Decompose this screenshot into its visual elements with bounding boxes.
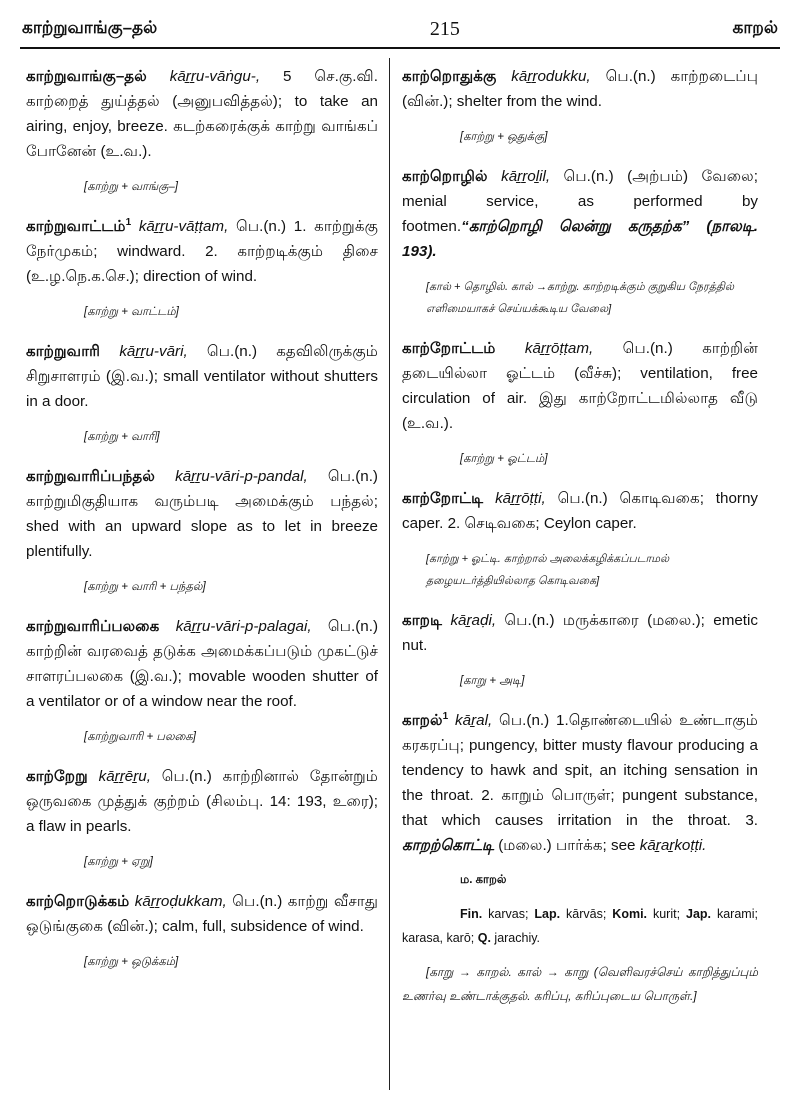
definition: பெ.(n.) மருக்காரை (மலை.); emetic nut. bbox=[402, 612, 758, 654]
homonym-number: 1 bbox=[125, 216, 132, 228]
page-header bbox=[22, 14, 778, 44]
etymology: [காற்று + ஓட்டம்] bbox=[460, 453, 548, 465]
headword: காற்றொடுக்கம் bbox=[26, 893, 130, 910]
homonym-number: 1 bbox=[442, 710, 449, 722]
transliteration: kāṟṟōṭṭi, bbox=[495, 490, 546, 507]
definition: பெ.(n.) 1.தொண்டையில் உண்டாகும் கரகரப்பு; pungency, bitter musty flavour producing a tendency to hawk and spit, an itching sensation in the throat. 2. காறும் பொருள்; pungent substance, that which causes irritation in the throat. 3. bbox=[402, 712, 758, 829]
headword: காற்றொழில் bbox=[402, 168, 488, 185]
dictionary-entry bbox=[26, 339, 378, 414]
headword: காற்றொதுக்கு bbox=[402, 68, 497, 85]
dictionary-entry bbox=[26, 464, 378, 564]
transliteration: kāṟṟu-vāri, bbox=[119, 343, 188, 360]
page-number: 215 bbox=[429, 17, 460, 40]
quotation-source: (நாலடி. 193). bbox=[402, 218, 758, 260]
left-column bbox=[26, 64, 378, 989]
transliteration: kāṟṟōṭṭam, bbox=[524, 340, 594, 357]
dictionary-entry bbox=[402, 708, 758, 858]
transliteration: kāṟṟoḻil, bbox=[501, 168, 551, 185]
dictionary-entry bbox=[26, 614, 378, 714]
cognate-lang: Komi. bbox=[612, 907, 648, 921]
etymology: [காற்று + வாட்டம்] bbox=[84, 306, 179, 318]
headword: காற்றுவாட்டம் bbox=[26, 218, 126, 235]
cognate-word: karami; karasa, karō; bbox=[402, 907, 758, 945]
headword: காற்றுவாரி bbox=[26, 343, 101, 360]
cognate-lang: Jap. bbox=[686, 907, 712, 921]
cognate-word: kurit; bbox=[647, 907, 687, 921]
definition: பெ.(n.) காற்றடைப்பு (வின்.); shelter from the wind. bbox=[402, 68, 758, 110]
definition: பெ.(n.) (அற்பம்) வேலை; menial service, as performed by footmen. bbox=[402, 168, 758, 235]
etymology: [காற்று + வாங்கு–] bbox=[84, 181, 178, 193]
dictionary-entry bbox=[26, 889, 378, 939]
transliteration: kāṟṟēṟu, bbox=[98, 768, 151, 785]
cognate-word: kārvās; bbox=[560, 907, 613, 921]
running-head-left: காற்றுவாங்கு–தல் bbox=[22, 18, 158, 37]
column-divider bbox=[389, 58, 390, 1090]
etymology: [காற்று + ஏறு] bbox=[84, 856, 153, 868]
cognate-lang: Fin. bbox=[460, 907, 483, 921]
transliteration: kāṟṟu-vāṭṭam, bbox=[138, 218, 229, 235]
definition: பெ.(n.) காற்றின் வரவைத் தடுக்க அமைக்கப்படும் முகட்டுச் சாளரப்பலகை (இ.வ.); movable wooden shutter of a ventilator or of a window near the roof. bbox=[26, 618, 378, 710]
cross-reference-tail: (மலை.) பார்க்க; see bbox=[493, 837, 640, 854]
etymology: [காற்று + ஒடுக்கம்] bbox=[84, 956, 179, 968]
cognates bbox=[402, 902, 758, 950]
transliteration: kāṟṟu-vāṅgu-, bbox=[169, 68, 261, 85]
transliteration: kāṟṟoḍukkam, bbox=[134, 893, 227, 910]
headword: காற்றோட்டம் bbox=[402, 340, 496, 357]
headword: காற்றுவாரிப்பலகை bbox=[26, 618, 160, 635]
headword: காற்றுவாரிப்பந்தல் bbox=[26, 468, 155, 485]
etymology: [காறு → காறல். கால் → காறு (வெளிவரச்செய் காறித்துப்பும் உணர்வு உண்டாக்குதல். கரிப்பு, கரிப்புடைய பொருள்.] bbox=[402, 965, 758, 1003]
etymology: [காற்று + வாரி + பந்தல்] bbox=[84, 581, 206, 593]
cognate-lang: Lap. bbox=[534, 907, 561, 921]
transliteration: kāṟaḍi, bbox=[450, 612, 497, 629]
dictionary-entry bbox=[402, 64, 758, 114]
etymology: [கால் + தொழில். கால் →காற்று. காற்றடிக்கும் குறுகிய நேரத்தில் எளிமையாகச் செய்யக்கூடிய வேலை] bbox=[426, 281, 735, 315]
transliteration: kāṟal, bbox=[455, 712, 493, 729]
definition: பெ.(n.) காற்றுமிகுதியாக வரும்படி அமைக்கும் பந்தல்; shed with an upward slope as to let in breeze plentifully. bbox=[26, 468, 378, 560]
etymology: [காற்றுவாரி + பலகை] bbox=[84, 731, 196, 743]
running-head-right: காறல் bbox=[732, 18, 778, 37]
definition: பெ.(n.) 1. காற்றுக்கு நேர்முகம்; windward. 2. காற்றடிக்கும் திசை (உ.ழ.நெ.க.செ.); direction of wind. bbox=[26, 218, 378, 285]
etymology: [காற்று + ஓட்டி. காற்றால் அலைக்கழிக்கப்படாமல் தழையடர்த்தியில்லாத கொடிவகை] bbox=[426, 553, 670, 587]
header-rule bbox=[20, 47, 780, 49]
dictionary-entry bbox=[402, 486, 758, 536]
dictionary-entry bbox=[26, 64, 378, 164]
dictionary-entry bbox=[402, 608, 758, 658]
definition: பெ.(n.) காற்றின் தடையில்லா ஓட்டம் (வீச்சு); ventilation, free circulation of air. இது காற்றோட்டமில்லாத வீடு (உ.வ.). bbox=[402, 340, 758, 432]
right-column bbox=[402, 64, 758, 1020]
dictionary-entry bbox=[402, 164, 758, 264]
headword: காற்றேறு bbox=[26, 768, 88, 785]
cognate-word: jarachiy. bbox=[490, 931, 541, 945]
etymology: [காற்று + வாரி] bbox=[84, 431, 160, 443]
headword: காறடி bbox=[402, 612, 443, 629]
definition: பெ.(n.) காற்றினால் தோன்றும் ஒருவகை முத்துக் குற்றம் (சிலம்பு. 14: 193, உரை); a flaw in pearls. bbox=[26, 768, 378, 835]
see-transliteration: kāṟaṟkoṭṭi. bbox=[639, 837, 707, 854]
dictionary-entry bbox=[26, 764, 378, 839]
definition: பெ.(n.) கதவிலிருக்கும் சிறுசாளரம் (இ.வ.); small ventilator without shutters in a door. bbox=[26, 343, 378, 410]
dictionary-entry bbox=[26, 214, 378, 289]
headword: காற்றுவாங்கு–தல் bbox=[26, 68, 147, 85]
cross-reference: காறற்கொட்டி bbox=[402, 837, 494, 854]
headword: காறல் bbox=[402, 712, 443, 729]
headword: காற்றோட்டி bbox=[402, 490, 484, 507]
definition: பெ.(n.) கொடிவகை; thorny caper. 2. செடிவகை; Ceylon caper. bbox=[402, 490, 758, 532]
transliteration: kāṟṟodukku, bbox=[511, 68, 591, 85]
definition: பெ.(n.) காற்று வீசாது ஒடுங்குகை (வின்.); calm, full, subsidence of wind. bbox=[26, 893, 378, 935]
etymology: [காறு + அடி] bbox=[460, 675, 525, 687]
cognate-lang: Q. bbox=[477, 931, 491, 945]
transliteration: kāṟṟu-vāri-p-palagai, bbox=[175, 618, 312, 635]
malayalam-cognate: ம. காறல் bbox=[460, 874, 507, 886]
etymology: [காற்று + ஒதுக்கு] bbox=[460, 131, 548, 143]
definition: 5 செ.கு.வி. காற்றைத் துய்த்தல் (அனுபவித்தல்); to take an airing, enjoy, breeze. கடற்கரைக்குக் காற்று வாங்கப் போனேன் (உ.வ.). bbox=[26, 68, 378, 160]
cognate-word: karvas; bbox=[482, 907, 535, 921]
transliteration: kāṟṟu-vāri-p-pandal, bbox=[175, 468, 308, 485]
quotation: “காற்றொழி லென்று கருதற்க” bbox=[461, 218, 690, 235]
dictionary-entry bbox=[402, 336, 758, 436]
